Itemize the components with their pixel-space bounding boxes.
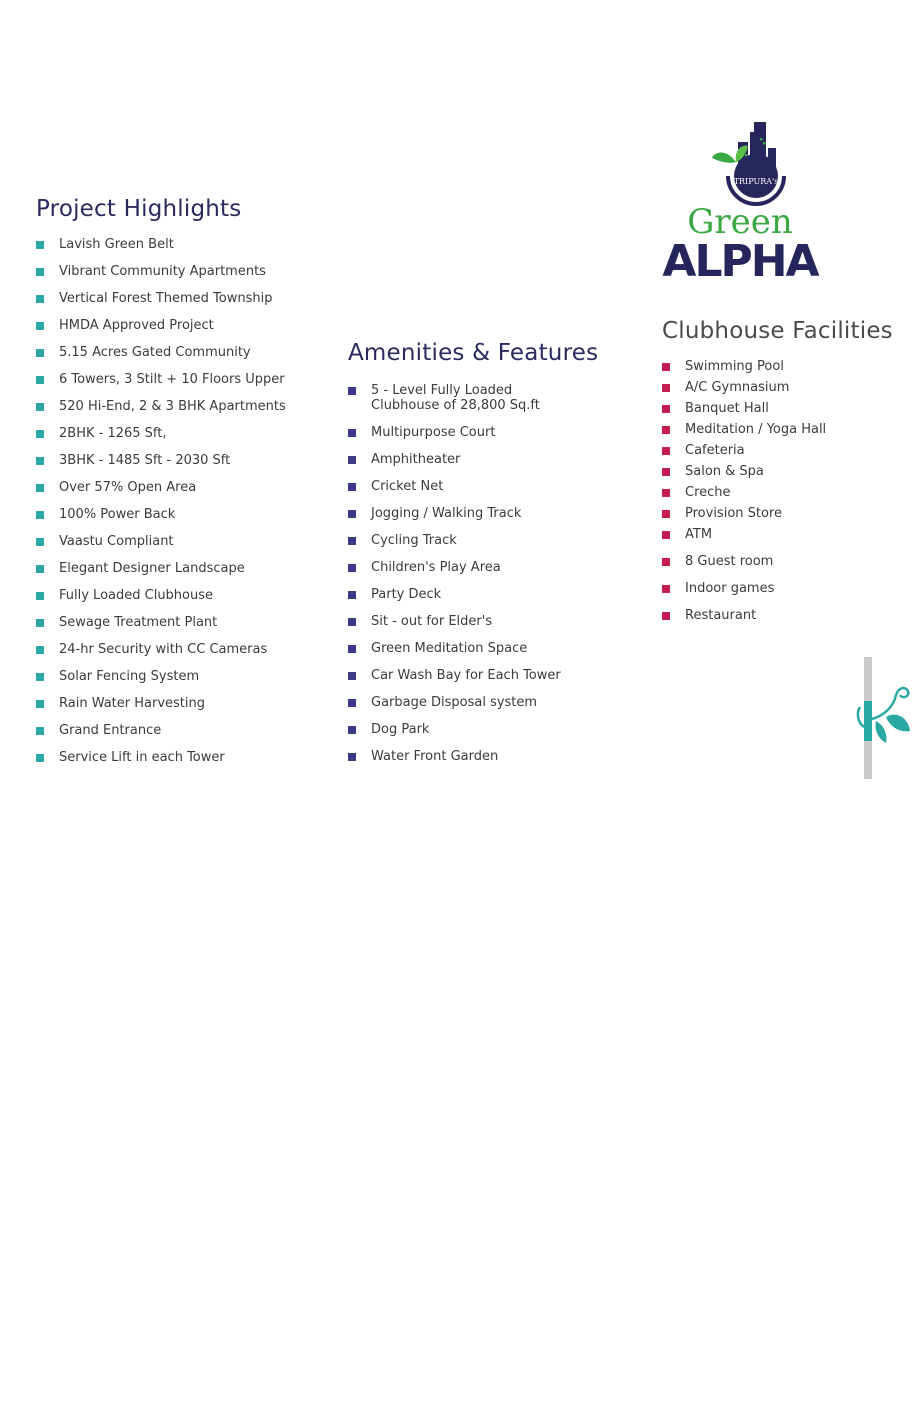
building-emblem-icon xyxy=(690,118,810,210)
list-item: Banquet Hall xyxy=(662,401,893,422)
square-bullet-icon xyxy=(348,564,356,572)
square-bullet-icon xyxy=(348,699,356,707)
square-bullet-icon xyxy=(662,531,670,539)
list-item: Elegant Designer Landscape xyxy=(36,561,286,588)
plant-tab-icon xyxy=(856,655,916,783)
square-bullet-icon xyxy=(36,322,44,330)
logo-alpha-text: ALPHA xyxy=(662,236,818,287)
square-bullet-icon xyxy=(36,673,44,681)
list-item: Lavish Green Belt xyxy=(36,237,286,264)
square-bullet-icon xyxy=(348,618,356,626)
square-bullet-icon xyxy=(662,363,670,371)
list-item: Water Front Garden xyxy=(348,749,598,776)
square-bullet-icon xyxy=(348,537,356,545)
clubhouse-facilities-title: Clubhouse Facilities xyxy=(662,318,893,344)
list-item: Indoor games xyxy=(662,581,893,608)
square-bullet-icon xyxy=(662,384,670,392)
list-item: Green Meditation Space xyxy=(348,641,598,668)
square-bullet-icon xyxy=(348,387,356,395)
amenities-features-section xyxy=(348,340,598,776)
square-bullet-icon xyxy=(36,457,44,465)
list-item: Amphitheater xyxy=(348,452,598,479)
square-bullet-icon xyxy=(36,700,44,708)
square-bullet-icon xyxy=(348,429,356,437)
list-item: Rain Water Harvesting xyxy=(36,696,286,723)
square-bullet-icon xyxy=(348,510,356,518)
square-bullet-icon xyxy=(348,591,356,599)
list-item: 2BHK - 1265 Sft, xyxy=(36,426,286,453)
square-bullet-icon xyxy=(662,447,670,455)
project-highlights-section xyxy=(36,196,286,777)
square-bullet-icon xyxy=(662,510,670,518)
list-item: 3BHK - 1485 Sft - 2030 Sft xyxy=(36,453,286,480)
list-item: Multipurpose Court xyxy=(348,425,598,452)
list-item: 5.15 Acres Gated Community xyxy=(36,345,286,372)
square-bullet-icon xyxy=(662,426,670,434)
square-bullet-icon xyxy=(36,403,44,411)
list-item: 24-hr Security with CC Cameras xyxy=(36,642,286,669)
square-bullet-icon xyxy=(36,268,44,276)
list-item: Children's Play Area xyxy=(348,560,598,587)
square-bullet-icon xyxy=(36,646,44,654)
square-bullet-icon xyxy=(348,753,356,761)
square-bullet-icon xyxy=(662,558,670,566)
list-item: Vibrant Community Apartments xyxy=(36,264,286,291)
list-item: Solar Fencing System xyxy=(36,669,286,696)
project-highlights-title: Project Highlights xyxy=(36,196,242,222)
list-item: Party Deck xyxy=(348,587,598,614)
square-bullet-icon xyxy=(36,538,44,546)
list-item: Grand Entrance xyxy=(36,723,286,750)
square-bullet-icon xyxy=(36,727,44,735)
square-bullet-icon xyxy=(662,585,670,593)
square-bullet-icon xyxy=(662,405,670,413)
logo-badge-text: TRIPURA's xyxy=(733,177,779,186)
list-item: Salon & Spa xyxy=(662,464,893,485)
list-item: Fully Loaded Clubhouse xyxy=(36,588,286,615)
list-item: ATM xyxy=(662,527,893,554)
square-bullet-icon xyxy=(348,726,356,734)
amenities-features-list xyxy=(348,383,598,776)
square-bullet-icon xyxy=(348,645,356,653)
list-item: Garbage Disposal system xyxy=(348,695,598,722)
list-item: Dog Park xyxy=(348,722,598,749)
list-item: Cricket Net xyxy=(348,479,598,506)
list-item: Restaurant xyxy=(662,608,893,629)
list-item: Creche xyxy=(662,485,893,506)
green-alpha-logo xyxy=(660,118,830,293)
square-bullet-icon xyxy=(348,456,356,464)
list-item: 520 Hi-End, 2 & 3 BHK Apartments xyxy=(36,399,286,426)
square-bullet-icon xyxy=(662,612,670,620)
square-bullet-icon xyxy=(662,468,670,476)
square-bullet-icon xyxy=(36,241,44,249)
list-item: Car Wash Bay for Each Tower xyxy=(348,668,598,695)
list-item: Sewage Treatment Plant xyxy=(36,615,286,642)
list-item: A/C Gymnasium xyxy=(662,380,893,401)
square-bullet-icon xyxy=(36,511,44,519)
square-bullet-icon xyxy=(36,484,44,492)
square-bullet-icon xyxy=(36,349,44,357)
square-bullet-icon xyxy=(348,672,356,680)
square-bullet-icon xyxy=(36,565,44,573)
list-item: 5 - Level Fully Loaded Clubhouse of 28,800 Sq.ft xyxy=(348,383,598,425)
square-bullet-icon xyxy=(36,592,44,600)
list-item: Service Lift in each Tower xyxy=(36,750,286,777)
list-item: 6 Towers, 3 Stilt + 10 Floors Upper xyxy=(36,372,286,399)
list-item: Meditation / Yoga Hall xyxy=(662,422,893,443)
list-item: Jogging / Walking Track xyxy=(348,506,598,533)
list-item: Cycling Track xyxy=(348,533,598,560)
amenities-features-title: Amenities & Features xyxy=(348,340,599,366)
square-bullet-icon xyxy=(36,295,44,303)
square-bullet-icon xyxy=(36,619,44,627)
project-highlights-list xyxy=(36,237,286,777)
square-bullet-icon xyxy=(662,489,670,497)
list-item: Swimming Pool xyxy=(662,359,893,380)
list-item: Sit - out for Elder's xyxy=(348,614,598,641)
list-item: Vaastu Compliant xyxy=(36,534,286,561)
list-item: Provision Store xyxy=(662,506,893,527)
square-bullet-icon xyxy=(348,483,356,491)
list-item: 100% Power Back xyxy=(36,507,286,534)
list-item: Vertical Forest Themed Township xyxy=(36,291,286,318)
logo-green-text: Green xyxy=(687,202,793,242)
clubhouse-facilities-list xyxy=(662,359,893,629)
list-item: HMDA Approved Project xyxy=(36,318,286,345)
square-bullet-icon xyxy=(36,430,44,438)
square-bullet-icon xyxy=(36,754,44,762)
list-item: Over 57% Open Area xyxy=(36,480,286,507)
clubhouse-facilities-section xyxy=(662,318,893,629)
square-bullet-icon xyxy=(36,376,44,384)
list-item: 8 Guest room xyxy=(662,554,893,581)
list-item: Cafeteria xyxy=(662,443,893,464)
